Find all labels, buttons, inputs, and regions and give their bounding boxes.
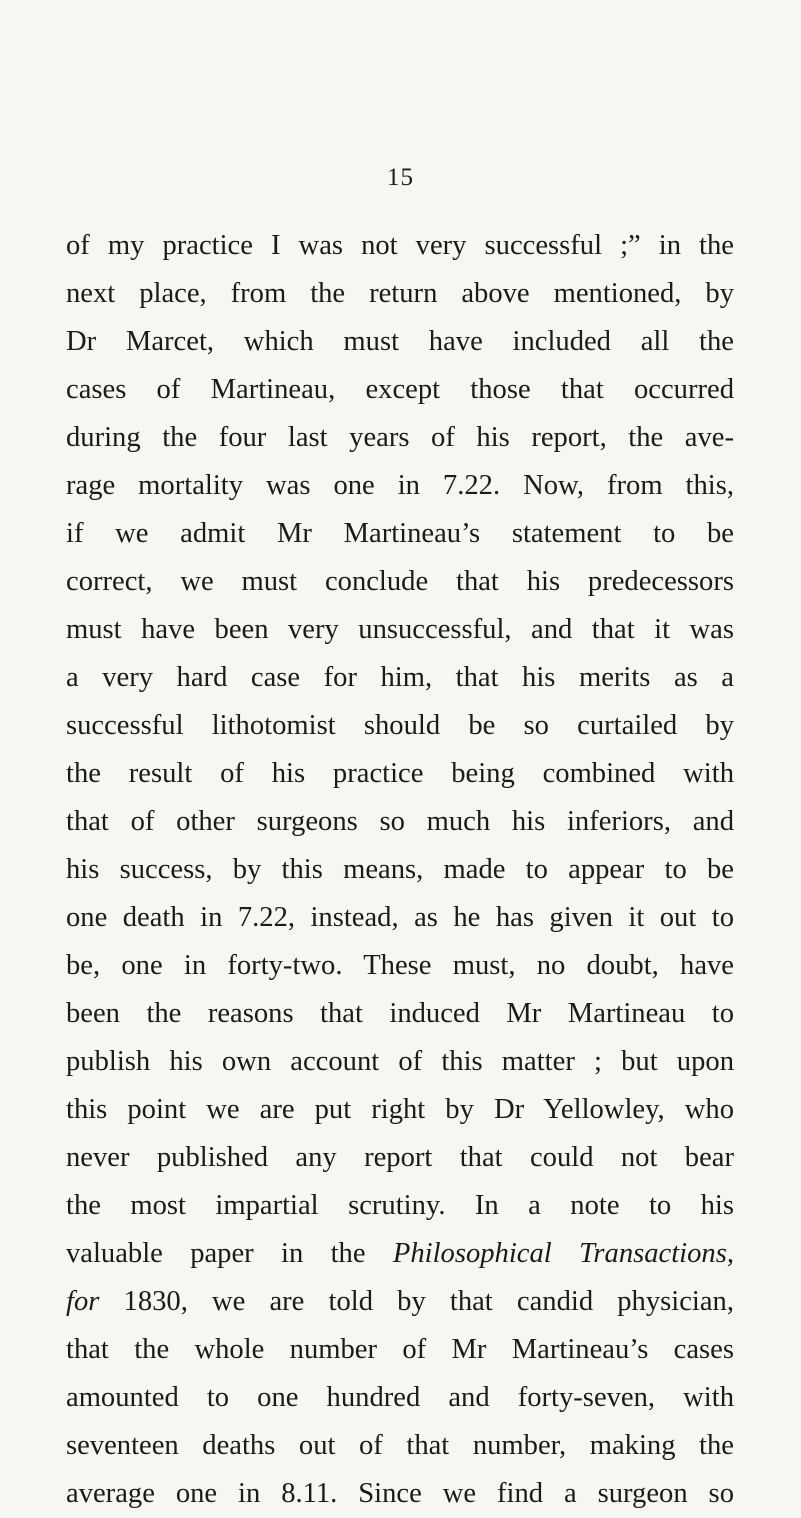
text-line-22-roman: valuable paper in the (66, 1238, 393, 1269)
body-text (66, 222, 734, 1518)
text-line-22 (66, 1230, 734, 1278)
text-line-5: during the four last years of his report, the ave- (66, 422, 734, 453)
text-line-4: cases of Martineau, except those that occurred (66, 374, 734, 405)
text-line-19: this point we are put right by Dr Yellowley, who (66, 1094, 734, 1125)
text-line-21: the most impartial scrutiny. In a note to his (66, 1190, 734, 1221)
text-line-8: correct, we must conclude that his predecessors (66, 566, 734, 597)
text-line-26: seventeen deaths out of that number, making the (66, 1430, 734, 1461)
text-line-10: a very hard case for him, that his merits as a (66, 662, 734, 693)
text-line-11: successful lithotomist should be so curtailed by (66, 710, 734, 741)
text-line-2: next place, from the return above mentioned, by (66, 278, 734, 309)
text-line-3: Dr Marcet, which must have included all the (66, 326, 734, 357)
text-line-9: must have been very unsuccessful, and that it was (66, 614, 734, 645)
text-line-13: that of other surgeons so much his inferiors, and (66, 806, 734, 837)
for-italic: for (66, 1286, 100, 1317)
text-line-6: rage mortality was one in 7.22. Now, from this, (66, 470, 734, 501)
page-number: 15 (387, 164, 414, 191)
text-line-1: of my practice I was not very successful ;” in the (66, 230, 734, 261)
text-line-18: publish his own account of this matter ; but upon (66, 1046, 734, 1077)
journal-title-italic: Philosophical Transactions, (392, 1238, 734, 1269)
text-line-23-roman: 1830, we are told by that candid physician, (99, 1286, 734, 1317)
text-line-24: that the whole number of Mr Martineau’s cases (66, 1334, 734, 1365)
text-line-25: amounted to one hundred and forty-seven, with (66, 1382, 734, 1413)
text-line-12: the result of his practice being combined with (66, 758, 734, 789)
text-line-17: been the reasons that induced Mr Martineau to (66, 998, 734, 1029)
text-line-20: never published any report that could not bear (66, 1142, 734, 1173)
text-line-23 (66, 1278, 734, 1326)
text-line-27: average one in 8.11. Since we find a surgeon so (66, 1478, 734, 1509)
text-line-7: if we admit Mr Martineau’s statement to be (66, 518, 734, 549)
text-line-14: his success, by this means, made to appear to be (66, 854, 734, 885)
text-line-15: one death in 7.22, instead, as he has given it out to (66, 902, 734, 933)
text-line-16: be, one in forty-two. These must, no doubt, have (66, 950, 734, 981)
